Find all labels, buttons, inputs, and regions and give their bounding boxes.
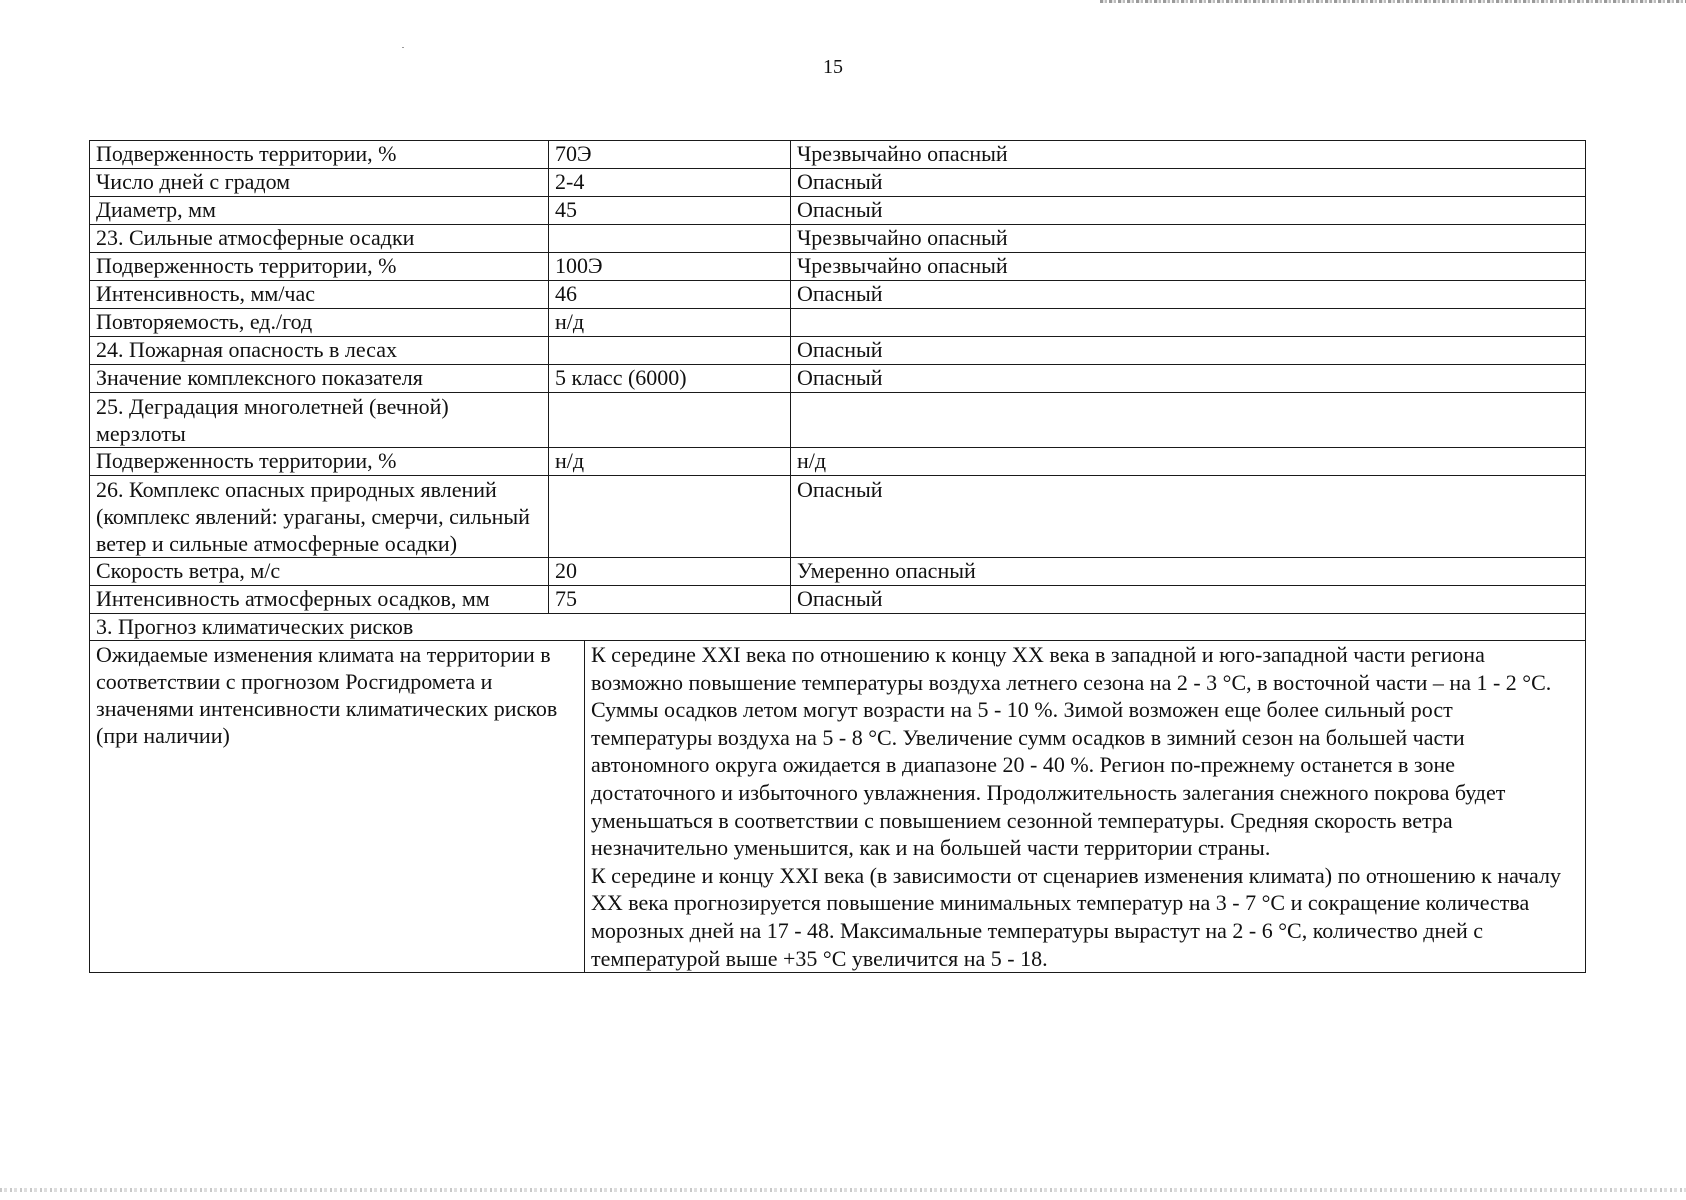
row-name: Интенсивность, мм/час: [90, 281, 549, 309]
row-level: Опасный: [791, 476, 1586, 558]
row-value: 100Э: [549, 253, 791, 281]
forecast-label: Ожидаемые изменения климата на территории в соответствии с прогнозом Росгидромета и значенями интенсивности климатических рисков (при наличии): [90, 641, 585, 973]
row-value: 5 класс (6000): [549, 365, 791, 393]
row-name: Подверженность территории, %: [90, 253, 549, 281]
row-value: н/д: [549, 309, 791, 337]
scan-edge-bottom: [0, 1188, 1686, 1192]
hazard-table: [89, 140, 1586, 973]
table-row: [90, 169, 1586, 197]
row-name: Значение комплексного показателя: [90, 365, 549, 393]
section-row: [90, 614, 1586, 641]
table-row: [90, 393, 1586, 448]
row-value: [549, 393, 791, 448]
row-name: 25. Деградация многолетней (вечной) мерзлоты: [90, 393, 549, 448]
table-row: [90, 197, 1586, 225]
row-level: Опасный: [791, 586, 1586, 614]
row-level: Опасный: [791, 197, 1586, 225]
row-value: 20: [549, 558, 791, 586]
row-name: 23. Сильные атмосферные осадки: [90, 225, 549, 253]
row-value: н/д: [549, 448, 791, 476]
table-row: [90, 586, 1586, 614]
table-row: [90, 558, 1586, 586]
table-row: [90, 337, 1586, 365]
row-value: [549, 337, 791, 365]
row-name: 24. Пожарная опасность в лесах: [90, 337, 549, 365]
scan-edge-top: [1100, 0, 1686, 3]
table-row: [90, 225, 1586, 253]
table-row: [90, 448, 1586, 476]
table-row: [90, 476, 1586, 558]
table-row: [90, 253, 1586, 281]
page-number: 15: [823, 56, 843, 78]
forecast-text: [585, 641, 1586, 973]
row-level: [791, 309, 1586, 337]
row-level: Чрезвычайно опасный: [791, 225, 1586, 253]
table-row: [90, 309, 1586, 337]
row-name: Скорость ветра, м/с: [90, 558, 549, 586]
row-value: [549, 225, 791, 253]
table-row: [90, 141, 1586, 169]
row-name: Повторяемость, ед./год: [90, 309, 549, 337]
row-level: Опасный: [791, 365, 1586, 393]
forecast-row: [90, 641, 1586, 973]
row-level: Чрезвычайно опасный: [791, 141, 1586, 169]
row-name: Подверженность территории, %: [90, 141, 549, 169]
row-name: Интенсивность атмосферных осадков, мм: [90, 586, 549, 614]
table-row: [90, 281, 1586, 309]
row-level: Опасный: [791, 169, 1586, 197]
forecast-paragraph-1: К середине XXI века по отношению к концу XX века в западной и юго-западной части региона возможно повышение температуры воздуха летнего сезона на 2 - 3 °С, в восточной части – на 1 - 2 °С. Суммы осадков летом могут возрасти на 5 - 10 %. Зимой возможен еще более сильный рост температуры воздуха на 5 - 8 °С. Увеличение сумм осадков в зимний сезон на большей части автономного округа ожидается в диапазоне 20 - 40 %. Регион по-прежнему останется в зоне достаточного и избыточного увлажнения. Продолжительность залегания снежного покрова будет уменьшаться в соответствии с повышением сезонной температуры. Средняя скорость ветра незначительно уменьшится, как и на большей части территории страны.: [591, 642, 1552, 861]
row-value: 46: [549, 281, 791, 309]
forecast-paragraph-2: К середине и концу XXI века (в зависимости от сценариев изменения климата) по отношению к началу XX века прогнозируется повышение минимальных температур на 3 - 7 °С и сокращение количества морозных дней на 17 - 48. Максимальные температуры вырастут на 2 - 6 °С, количество дней с температурой выше +35 °С увеличится на 5 - 18.: [591, 862, 1561, 971]
row-level: [791, 393, 1586, 448]
row-value: [549, 476, 791, 558]
row-value: 45: [549, 197, 791, 225]
table-row: [90, 365, 1586, 393]
row-level: Умеренно опасный: [791, 558, 1586, 586]
row-name: Число дней с градом: [90, 169, 549, 197]
row-value: 75: [549, 586, 791, 614]
row-level: Опасный: [791, 337, 1586, 365]
row-name: 26. Комплекс опасных природных явлений (комплекс явлений: ураганы, смерчи, сильный ветер и сильные атмосферные осадки): [90, 476, 549, 558]
row-level: Опасный: [791, 281, 1586, 309]
row-value: 70Э: [549, 141, 791, 169]
section-heading: 3. Прогноз климатических рисков: [90, 614, 1586, 641]
row-level: Чрезвычайно опасный: [791, 253, 1586, 281]
row-name: Подверженность территории, %: [90, 448, 549, 476]
scan-speck: [402, 47, 404, 48]
row-level: н/д: [791, 448, 1586, 476]
row-value: 2-4: [549, 169, 791, 197]
row-name: Диаметр, мм: [90, 197, 549, 225]
